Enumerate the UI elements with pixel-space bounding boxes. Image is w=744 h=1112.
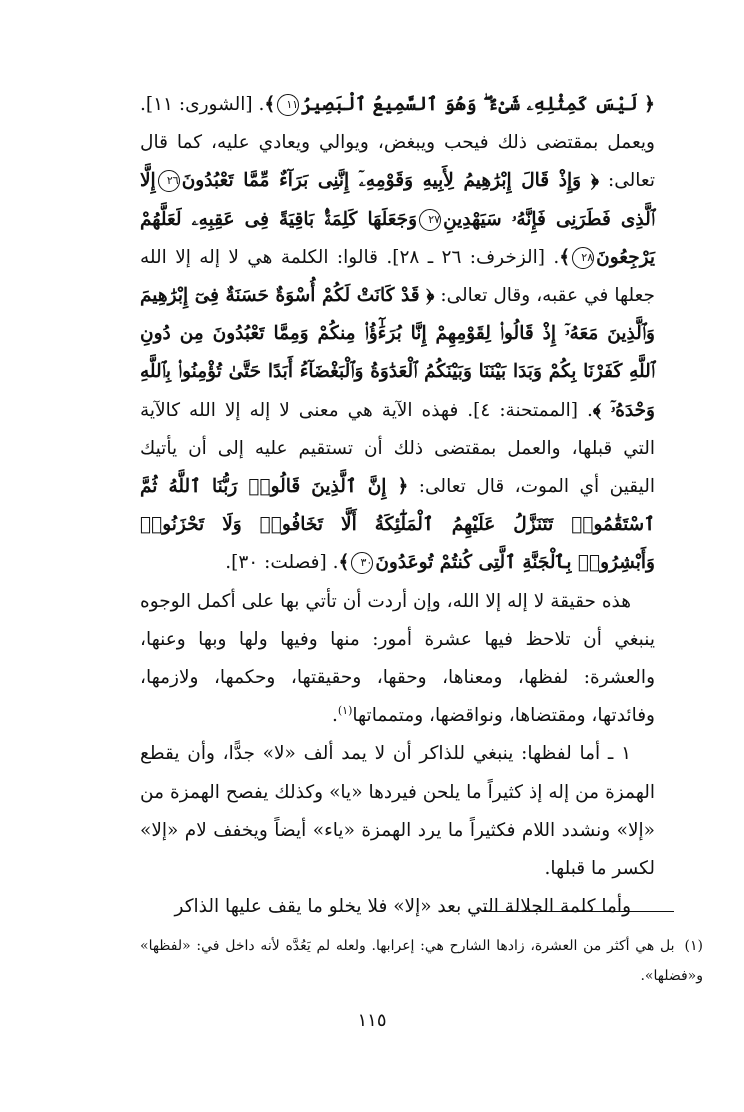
footnote-separator (484, 911, 674, 912)
quran-verse: ﴾ (338, 552, 350, 574)
quran-verse: ﴿ إِنَّ ٱلَّذِينَ قَالُوا۟ رَبُّنَا ٱللَّهُ ثُمَّ ٱسْتَقَٰمُوا۟ تَتَنَزَّلُ عَلَيْهِمُ ٱلْمَلَٰٓئِكَةُ أَلَّا تَخَافُوا۟ وَلَا تَحْزَنُوا۟ وَأَبْشِرُوا۟ بِٱلْجَنَّةِ ٱلَّتِى كُنتُمْ تُوعَدُونَ (140, 476, 655, 574)
quran-verse: ﴾ (559, 246, 571, 268)
body-text: . (331, 705, 338, 727)
ayah-number-marker: ٢٨ (572, 247, 594, 269)
ayah-number-marker: ١١ (277, 94, 299, 116)
body-text: . [الزخرف: ٢٦ ـ ٢٨]. قالوا: الكلمة هي لا إله إلا الله جعلها في عقبه، وقال تعالى: (140, 246, 655, 307)
body-text: هذه حقيقة لا إله إلا الله، وإن أردت أن تأتي بها على أكمل الوجوه ينبغي أن تلاحظ فيها عشرة أمور: منها وفيها ولها وبها وعنها، والعشرة: لفظها، ومعناها، وحقها، وحقيقتها، وحكمها، ولازمها، وفائدتها، ومقتضاها، ونواقضها، ومتمماتها (140, 590, 655, 727)
paragraph (140, 583, 655, 736)
paragraph (140, 888, 655, 926)
body-text: وأما كلمة الجلالة التي بعد «إلا» فلا يخلو ما يقف عليها الذاكر (174, 896, 631, 918)
quran-verse: ﴾ (264, 94, 276, 115)
main-text (140, 86, 655, 926)
body-text: . [الممتحنة: ٤]. فهذه الآية هي معنى لا إله إلا الله كالآية التي قبلها، والعمل بمقتضى ذلك أن تستقيم عليه إلى أن يأتيك اليقين أي الموت، قال تعالى: (140, 399, 655, 498)
ayah-number-marker: ٢٦ (158, 170, 180, 192)
quran-verse: وَجَعَلَهَا كَلِمَةًۢ بَاقِيَةً فِى عَقِبِهِۦ لَعَلَّهُمْ يَرْجِعُونَ (140, 208, 655, 268)
footnote-text: بل هي أكثر من العشرة، زادها الشارح هي: إعرابها. ولعله لم يَعُدَّه لأنه داخل في: «لفظها» و«فضلها». (140, 938, 703, 984)
footnote (140, 931, 703, 991)
quran-verse: ﴿ قَدْ كَانَتْ لَكُمْ أُسْوَةٌ حَسَنَةٌ فِىٓ إِبْرَٰهِيمَ وَٱلَّذِينَ مَعَهُۥٓ إِذْ قَالُوا۟ لِقَوْمِهِمْ إِنَّا بُرَءَٰٓؤُا۟ مِنكُمْ وَمِمَّا تَعْبُدُونَ مِن دُونِ ٱللَّهِ كَفَرْنَا بِكُمْ وَبَدَا بَيْنَنَا وَبَيْنَكُمُ ٱلْعَدَٰوَةُ وَٱلْبَغْضَآءُ أَبَدًا حَتَّىٰ تُؤْمِنُوا۟ بِٱللَّهِ وَحْدَهُۥٓ ﴾ (140, 285, 655, 421)
paragraph (140, 735, 655, 888)
page-number: ١١٥ (357, 1010, 387, 1031)
quran-verse: ﴿ لَيْسَ كَمِثْلِهِۦ شَىْءٌ ۖ وَهُوَ ٱلسَّمِيعُ ٱلْبَصِيرُ (301, 94, 655, 115)
body-text: ١ ـ أما لفظها: ينبغي للذاكر أن لا يمد ألف «لا» جدًّا، وأن يقطع الهمزة من إله إذ كثيراً ما يلحن فيردها «يا» وكذلك يفصح الهمزة من «إلا» ونشدد اللام فكثيراً ما يرد الهمزة «ياء» أيضاً ويخفف لام «إلا» لكسر ما قبلها. (140, 743, 655, 880)
body-text: . [الشورى: ١١]. ويعمل بمقتضى ذلك فيحب ويبغض، ويوالي ويعادي عليه، كما قال تعالى: (140, 94, 655, 192)
quran-verse: إِلَّا ٱلَّذِى فَطَرَنِى فَإِنَّهُۥ سَيَهْدِينِ (140, 170, 655, 230)
body-text: . [فصلت: ٣٠]. (225, 552, 339, 574)
footnote-reference: (١) (337, 704, 353, 718)
quran-verse: ﴿ وَإِذْ قَالَ إِبْرَٰهِيمُ لِأَبِيهِ وَقَوْمِهِۦٓ إِنَّنِى بَرَآءٌ مِّمَّا تَعْبُدُونَ (181, 170, 599, 192)
ayah-number-marker: ٣٠ (351, 552, 373, 574)
ayah-number-marker: ٢٧ (419, 209, 441, 231)
footnote-number: (١) (684, 938, 703, 954)
paragraph (140, 86, 655, 583)
